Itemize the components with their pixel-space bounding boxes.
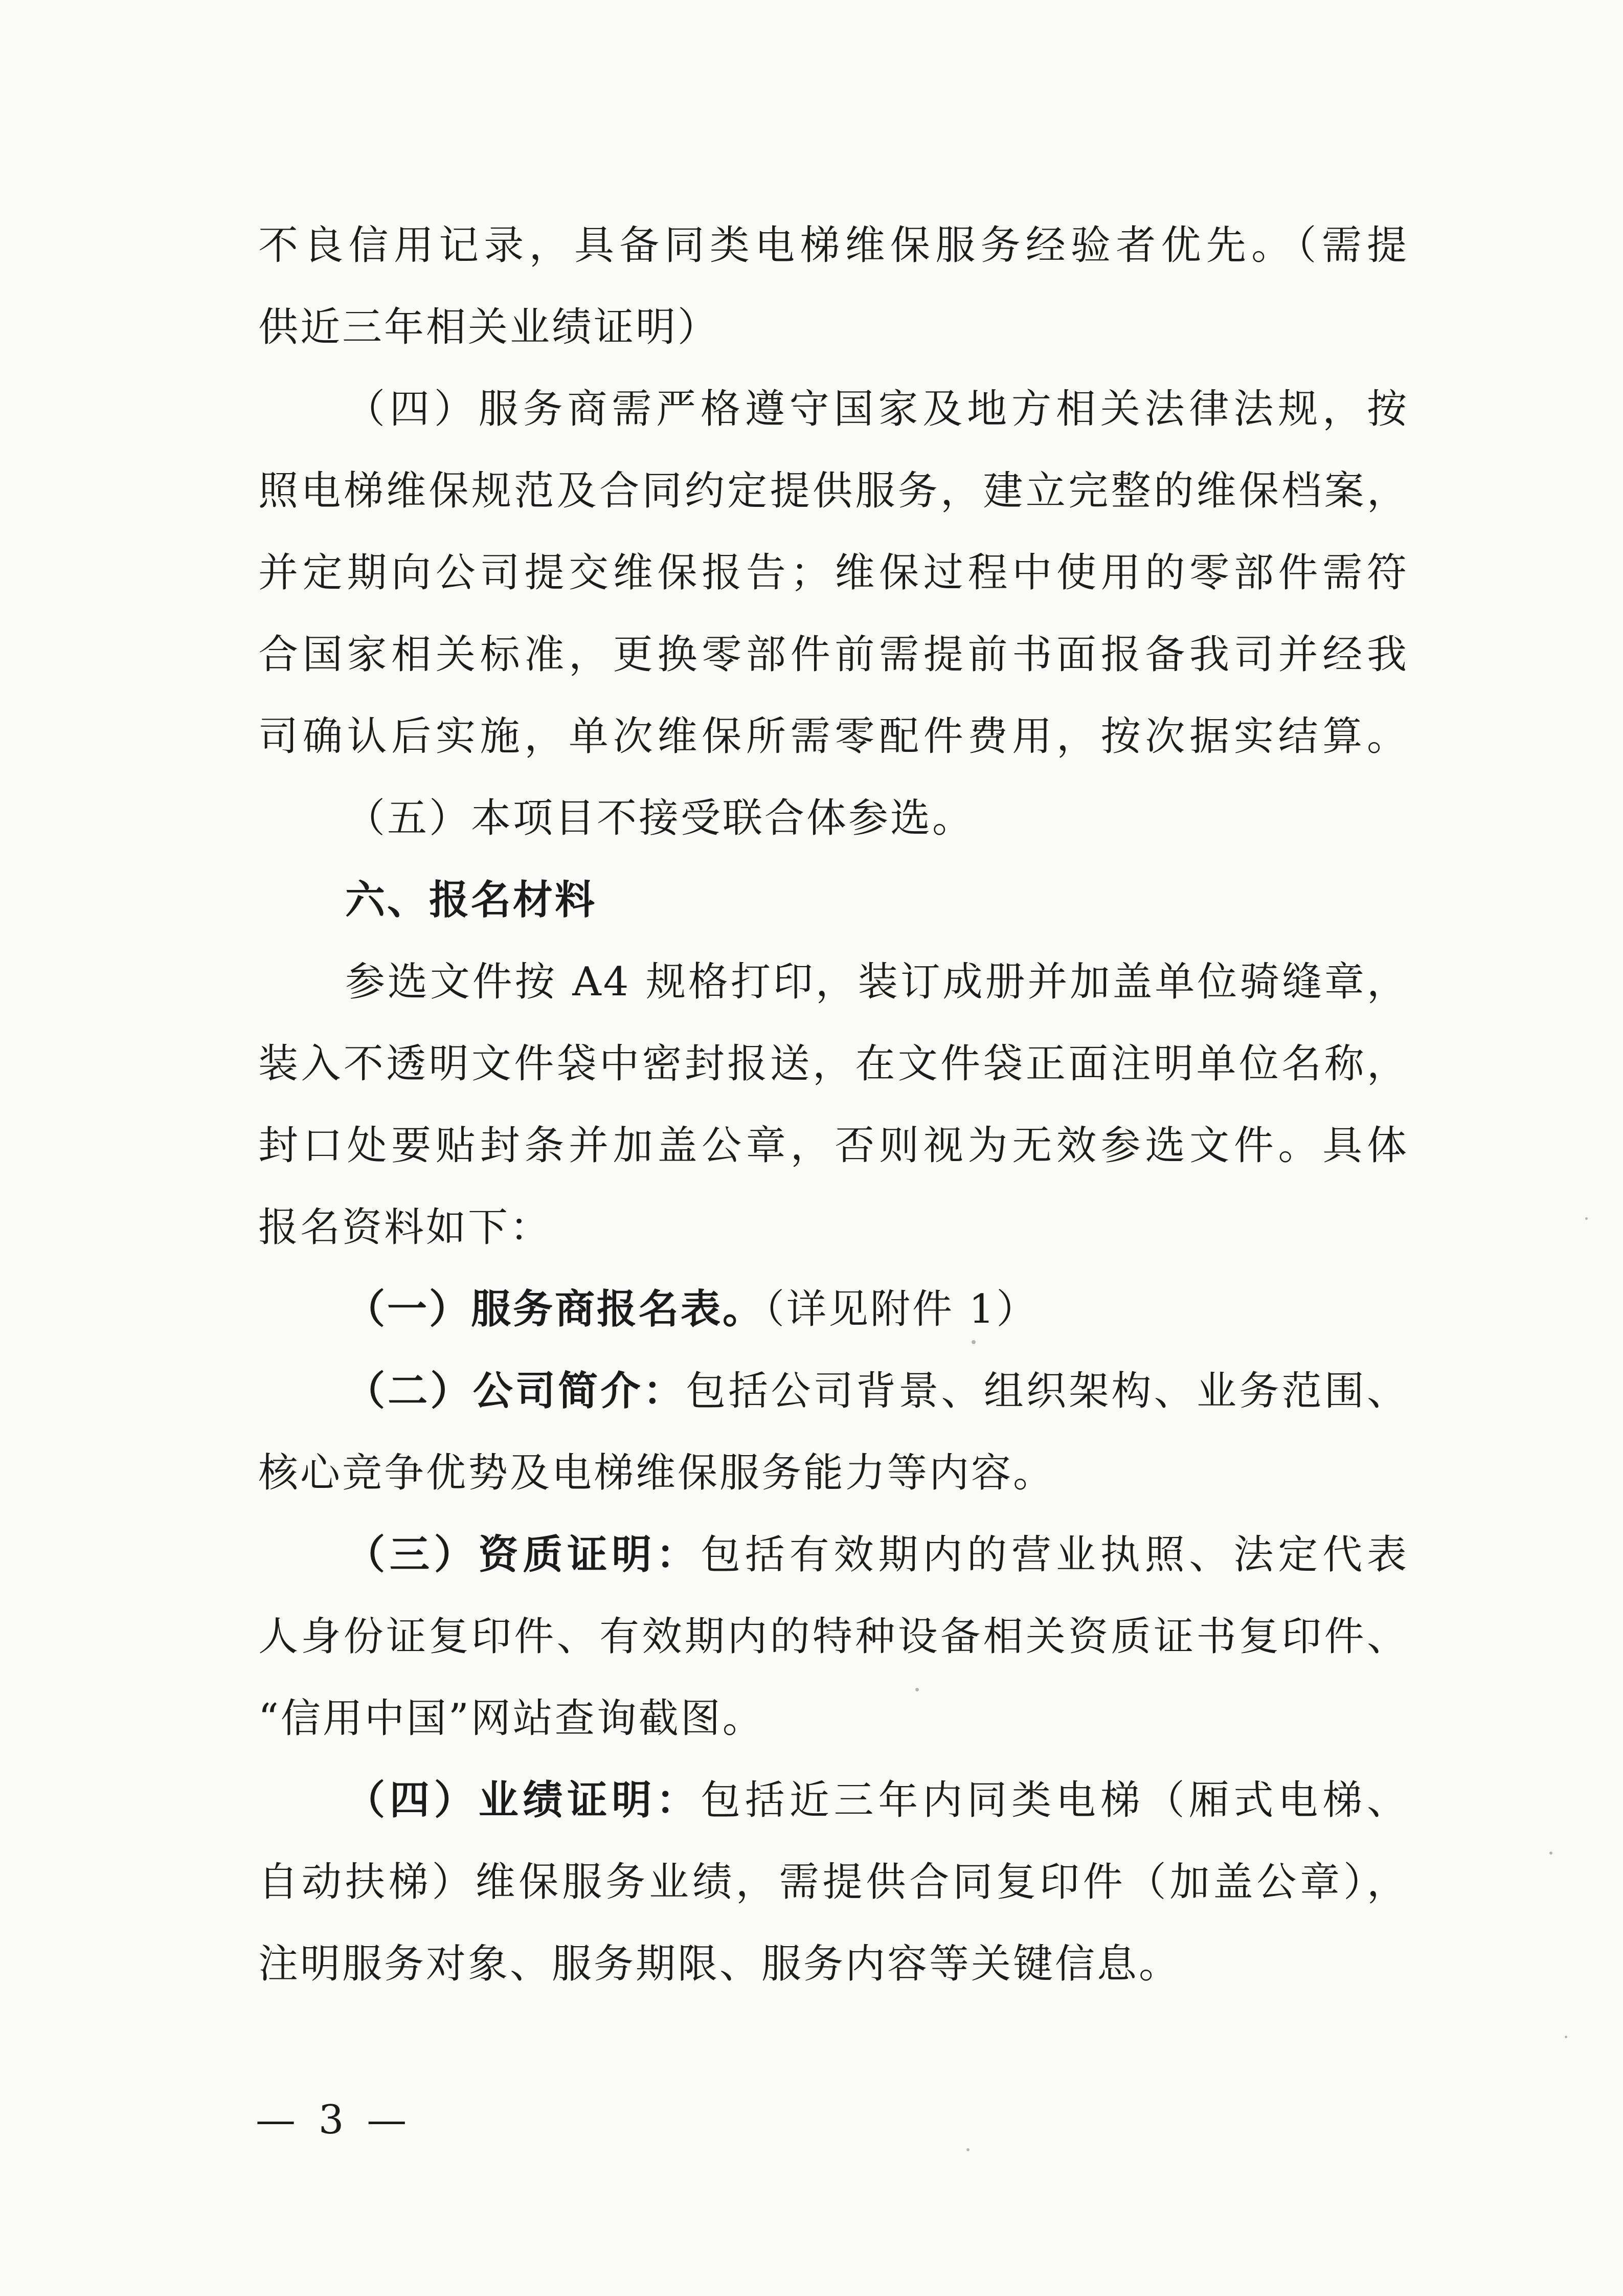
- list-item: [258, 1350, 1409, 1432]
- list-item-text: 包括公司背景、组织架构、业务范围、: [686, 1368, 1409, 1414]
- scan-speck: [1549, 1852, 1552, 1855]
- list-item-continuation: [258, 1432, 1409, 1514]
- list-item-text: 自动扶梯）维保服务业绩，需提供合同复印件（加盖公章），: [258, 1859, 1409, 1905]
- paragraph-line: 参选文件按 A4 规格打印，装订成册并加盖单位骑缝章，: [345, 959, 1409, 1005]
- list-item-text: 包括近三年内同类电梯（厢式电梯、: [700, 1777, 1409, 1823]
- scan-speck: [972, 1340, 976, 1344]
- list-item: [258, 1268, 1409, 1350]
- list-item-text: 人身份证复印件、有效期内的特种设备相关资质证书复印件、: [258, 1614, 1409, 1660]
- paragraph-line: 封口处要贴封条并加盖公章，否则视为无效参选文件。具体: [258, 1123, 1409, 1169]
- paragraph-line: 供近三年相关业绩证明）: [258, 304, 720, 350]
- list-item-text: 包括有效期内的营业执照、法定代表: [700, 1532, 1409, 1578]
- scan-speck: [1585, 1217, 1588, 1220]
- list-item-label: （一）服务商报名表。: [345, 1286, 765, 1332]
- list-item-text: （详见附件 1）: [764, 1286, 1039, 1332]
- paragraph-line: 报名资料如下：: [258, 1205, 552, 1251]
- list-item: [258, 1759, 1409, 1841]
- page-number: — 3 —: [256, 2097, 412, 2143]
- scan-speck: [1565, 2036, 1567, 2038]
- scan-speck: [915, 1688, 919, 1691]
- paragraph-line: 照电梯维保规范及合同约定提供服务，建立完整的维保档案，: [258, 468, 1409, 514]
- list-item-label: （四）业绩证明：: [345, 1777, 701, 1823]
- body-text: [258, 205, 1409, 2005]
- section-heading: 六、报名材料: [345, 877, 597, 923]
- list-item-label: （二）公司简介：: [345, 1368, 686, 1414]
- list-item-continuation: [258, 1678, 1409, 1759]
- paragraph-line: 装入不透明文件袋中密封报送，在文件袋正面注明单位名称，: [258, 1041, 1409, 1087]
- paragraph-line: 不良信用记录，具备同类电梯维保服务经验者优先。（需提: [258, 222, 1409, 269]
- list-item-text: 注明服务对象、服务期限、服务内容等关键信息。: [258, 1941, 1181, 1987]
- list-item-continuation: [258, 1596, 1409, 1678]
- list-item-label: （三）资质证明：: [345, 1531, 701, 1578]
- list-item-text: “信用中国”网站查询截图。: [258, 1696, 764, 1742]
- paragraph-line: 并定期向公司提交维保报告；维保过程中使用的零部件需符: [258, 550, 1409, 596]
- list-item: [258, 1514, 1409, 1596]
- paragraph-line: （四）服务商需严格遵守国家及地方相关法律法规，按: [345, 386, 1409, 432]
- list-item-continuation: [258, 1923, 1409, 2005]
- paragraph-line: （五）本项目不接受联合体参选。: [345, 795, 975, 841]
- paragraph-line: 司确认后实施，单次维保所需零配件费用，按次据实结算。: [258, 714, 1409, 760]
- paragraph-line: 合国家相关标准，更换零部件前需提前书面报备我司并经我: [258, 632, 1409, 678]
- scan-speck: [966, 2148, 970, 2151]
- list-item-continuation: [258, 1841, 1409, 1923]
- list-item-text: 核心竞争优势及电梯维保服务能力等内容。: [258, 1450, 1055, 1496]
